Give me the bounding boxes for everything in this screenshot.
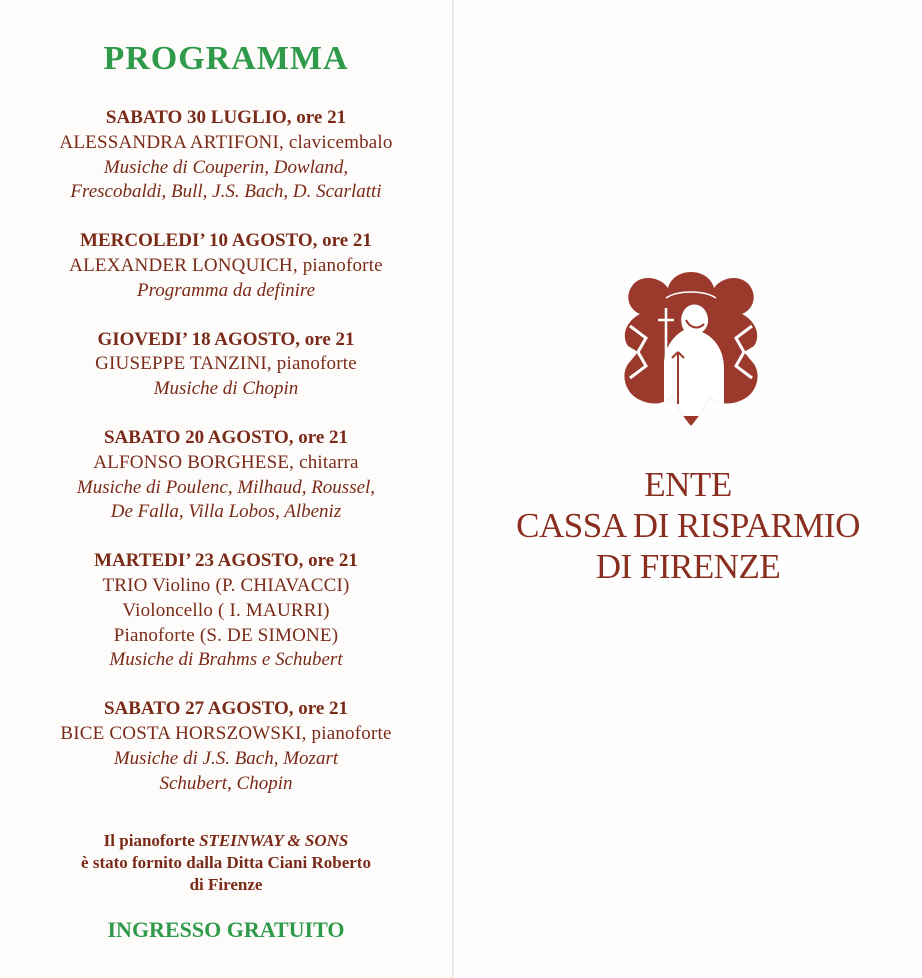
concert-entry <box>0 229 452 303</box>
free-admission: INGRESSO GRATUITO <box>107 917 345 942</box>
concert-entry <box>0 426 452 525</box>
piano-note-line: è stato fornito dalla Ditta Ciani Roberto <box>81 853 371 872</box>
saint-emblem-icon <box>618 268 764 430</box>
concert-music: Musiche di J.S. Bach, Mozart <box>113 747 339 769</box>
concert-performer: ALFONSO BORGHESE, chitarra <box>93 451 359 473</box>
organization-name <box>454 464 922 587</box>
concert-performer: GIUSEPPE TANZINI, pianoforte <box>95 353 357 375</box>
concert-performer: ALESSANDRA ARTIFONI, clavicembalo <box>59 131 393 153</box>
concert-entry <box>0 328 452 402</box>
concert-date: GIOVEDI’ 18 AGOSTO, ore 21 <box>97 328 355 350</box>
concert-entry <box>0 106 452 205</box>
concert-music: Musiche di Poulenc, Milhaud, Roussel, <box>76 476 376 498</box>
piano-note-line <box>0 830 452 852</box>
concert-performer: BICE COSTA HORSZOWSKI, pianoforte <box>60 722 392 744</box>
concert-music: Musiche di Brahms e Schubert <box>109 649 343 671</box>
concert-music: Musiche di Couperin, Dowland, <box>103 156 349 178</box>
program-list <box>0 106 452 820</box>
piano-note-line: di Firenze <box>189 875 263 894</box>
concert-music: Programma da definire <box>136 279 316 301</box>
piano-brand: STEINWAY & SONS <box>199 831 349 850</box>
concert-date: MARTEDI’ 23 AGOSTO, ore 21 <box>94 550 358 572</box>
piano-note <box>0 830 452 896</box>
program-title: PROGRAMMA <box>103 40 349 77</box>
organization-line: CASSA DI RISPARMIO <box>516 506 860 545</box>
concert-date: SABATO 20 AGOSTO, ore 21 <box>103 426 349 448</box>
concert-performer: ALEXANDER LONQUICH, pianoforte <box>69 254 383 276</box>
concert-date: MERCOLEDI’ 10 AGOSTO, ore 21 <box>80 230 372 252</box>
concert-music: De Falla, Villa Lobos, Albeniz <box>110 501 342 523</box>
concert-performer: Violoncello ( I. MAURRI) <box>122 599 330 621</box>
concert-music: Frescobaldi, Bull, J.S. Bach, D. Scarlatti <box>70 181 382 203</box>
concert-date: SABATO 30 LUGLIO, ore 21 <box>105 107 347 128</box>
concert-entry <box>0 697 452 796</box>
concert-music: Musiche di Chopin <box>153 378 299 400</box>
organization-line: DI FIRENZE <box>595 547 781 586</box>
concert-entry <box>0 549 452 673</box>
organization-line: ENTE <box>644 465 732 504</box>
concert-performer: Pianoforte (S. DE SIMONE) <box>113 624 339 646</box>
piano-note-prefix: Il pianoforte <box>103 831 200 850</box>
concert-date: SABATO 27 AGOSTO, ore 21 <box>103 698 349 720</box>
concert-performer: TRIO Violino (P. CHIAVACCI) <box>102 574 350 596</box>
concert-music: Schubert, Chopin <box>159 772 293 794</box>
